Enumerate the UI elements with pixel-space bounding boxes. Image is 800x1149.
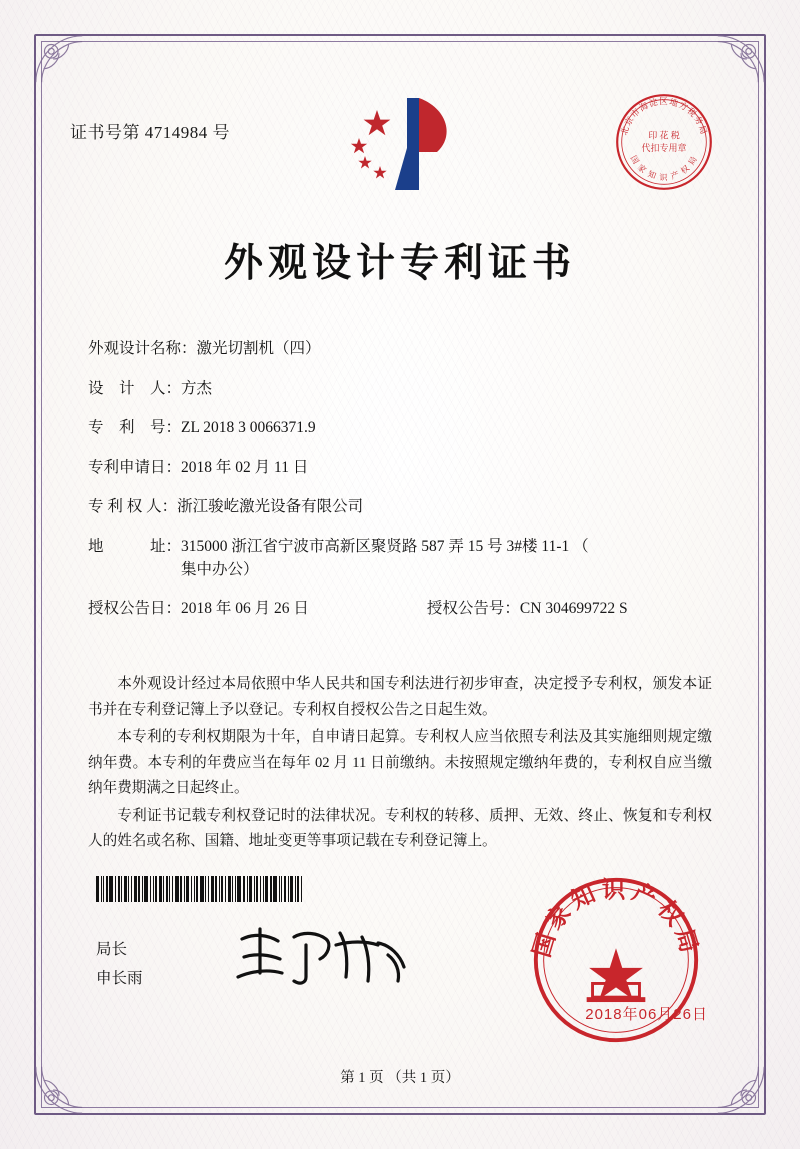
seal-date: 2018年06月26日 [585,1006,708,1023]
grant-date-value: 2018 年 06 月 26 日 [181,600,309,618]
paragraph-1: 本外观设计经过本局依照中华人民共和国专利法进行初步审查，决定授予专利权，颁发本证书并在专利登记簿上予以登记。专利权自授权公告之日起生效。 [88,676,712,718]
tax-stamp [610,88,718,196]
svg-text:国 家 知 识 产 权 局: 国 家 知 识 产 权 局 [628,154,700,182]
handwritten-signature [228,915,418,995]
signatory-name: 申长雨 [96,969,143,987]
field-label: 专 利 号： [88,419,182,437]
field-value: 激光切割机（四） [196,340,321,357]
barcode [96,876,326,902]
field-application-date [88,459,730,476]
field-value [181,538,730,578]
certificate-number: 证书号第 4714984 号 [70,123,230,142]
field-designer [88,380,730,397]
svg-text:代扣专用章: 代扣专用章 [641,143,687,153]
svg-text:北京市海淀区地方税务局: 北京市海淀区地方税务局 [618,96,710,137]
field-value: 浙江骏屹激光设备有限公司 [177,498,364,516]
corner-ornament-top-left [30,30,88,88]
svg-text:印 花 税: 印 花 税 [648,130,680,141]
page-footer: 第 1 页 （共 1 页） [340,1070,460,1086]
svg-text:国家知识产权局: 国家知识产权局 [529,877,703,961]
address-line-2: 集中办公） [181,560,259,578]
field-label: 设 计 人： [88,379,182,397]
field-value: 方杰 [181,379,213,397]
field-label: 专 利 权 人： [88,498,178,516]
grant-date-label: 授权公告日： [88,600,182,618]
field-label: 外观设计名称： [88,340,197,357]
field-label: 地 址： [88,537,182,555]
field-value: ZL 2018 3 0066371.9 [181,419,316,437]
signatory-block [96,936,143,993]
field-grant-announcement [88,600,730,617]
corner-ornament-top-right [712,30,770,88]
signatory-title: 局长 [96,941,128,958]
page-title: 外观设计专利证书 [223,242,576,285]
paragraph-2: 本专利的专利权期限为十年，自申请日起算。专利权人应当依照专利法及其实施细则规定缴纳年费。本专利的年费应当在每年 02 月 11 日前缴纳。未按照规定缴纳年费的，专利权自应当缴纳年费期满之日起终止。 [88,729,712,797]
field-label: 专利申请日： [88,458,182,476]
field-patentee [88,498,730,515]
field-design-name [88,340,730,357]
paragraph-3: 专利证书记载专利权登记时的法律状况。专利权的转移、质押、无效、终止、恢复和专利权人的姓名或名称、国籍、地址变更等事项记载在专利登记簿上。 [88,807,712,850]
grant-number-value: CN 304699722 S [519,600,628,618]
legal-text [88,672,712,857]
field-address [88,538,730,578]
field-list [88,340,730,640]
address-line-1: 315000 浙江省宁波市高新区聚贤路 587 弄 15 号 3#楼 11-1 （ [181,537,589,555]
grant-number-label: 授权公告号： [426,600,520,618]
field-value: 2018 年 02 月 11 日 [181,458,309,476]
field-patent-number [88,419,730,436]
